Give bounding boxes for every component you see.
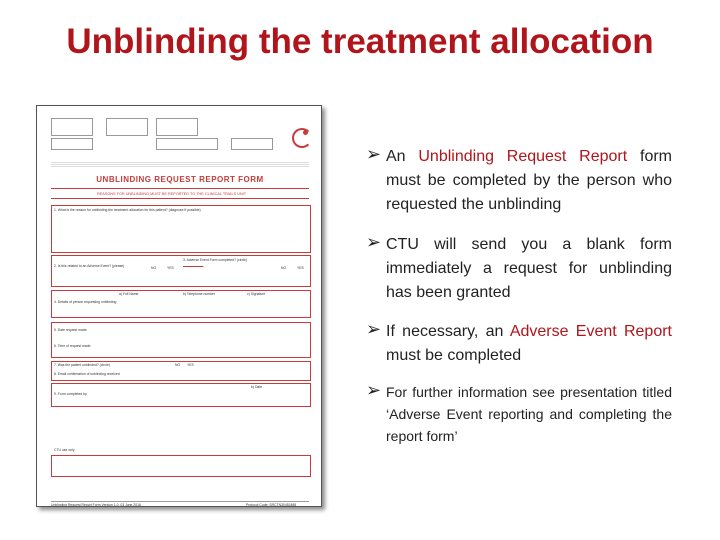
form-header-box [106,118,148,136]
form-date-label: b) Date [251,385,263,389]
form-header-box [51,138,93,150]
form-yes-label: YES [187,363,194,367]
form-q3-note: ▬▬▬▬▬▬ [183,264,204,268]
form-intro-text [51,162,309,168]
trial-logo-icon [292,128,312,148]
form-footer-right: Protocol Code: SRCTN30452488 [246,503,297,507]
form-footer-left: Unblinding Request Report Form Version 1.0, 03 June 2016 [51,503,141,507]
form-section-5 [51,322,311,358]
form-thumbnail [36,105,322,507]
bullet-text: CTU will send you a blank form immediately a request for unblinding has been granted [386,236,672,301]
form-yes-label: YES [167,266,174,270]
form-full-name-label: a) Full Name [119,292,139,296]
form-subheading: REASONS FOR UNBLINDING MUST BE REPORTED TO THE CLINICAL TRIALS UNIT [97,192,247,196]
form-section-1 [51,205,311,253]
form-q8-label: 8. Email confirmation of unblinding received [54,372,120,376]
form-telephone-label: b) Telephone number [183,292,215,296]
form-divider [51,188,309,189]
form-signature-label: c) Signature [247,292,266,296]
bullet-text: An Unblinding Request Report form must be completed by the person who requested the unblinding [386,148,672,213]
bullet-text: If necessary, an Adverse Event Report must be completed [386,323,672,364]
form-q9-label: 9. Form completed by [54,392,87,396]
form-q1-label: 1. What is the reason for unblinding the treatment allocation for this patient? (diagnose if possible) [54,208,201,212]
form-q4-label: 4. Details of person requesting unblinding [54,300,117,304]
form-ctu-section [51,455,311,477]
form-header-box [231,138,273,150]
form-q3-label: 3. Adverse Event Form completed? (circle) [183,258,248,262]
form-section-4 [51,290,311,318]
trial-logo-dot-icon [303,130,308,135]
arrow-bullet-icon: ➢ [366,232,382,252]
slide-title: Unblinding the treatment allocation [66,22,654,61]
form-ctu-label: CTU use only [54,448,75,452]
form-q2-label: 2. Is this related to an Adverse Event? (please) [54,264,125,268]
bullet-text: For further information see presentation titled ‘Adverse Event reporting and completing the report form’ [386,384,672,444]
form-q5-label: 5. Date request made [54,328,87,332]
arrow-bullet-icon: ➢ [366,380,382,400]
form-no-label: NO [151,266,157,270]
form-q7-label: 7. Was the patient unblinded? (circle) [54,363,110,367]
form-header-box [51,118,93,136]
form-heading: UNBLINDING REQUEST REPORT FORM [96,175,264,184]
form-header-box [156,138,218,150]
form-yes-label: YES [297,266,304,270]
form-section-9 [51,383,311,407]
form-q6-label: 6. Time of request made [54,344,91,348]
form-divider [51,198,309,199]
form-no-label: NO [175,363,181,367]
form-header-box [156,118,198,136]
form-footer-divider [51,501,309,502]
arrow-bullet-icon: ➢ [366,144,382,164]
form-section-2 [51,255,311,287]
arrow-bullet-icon: ➢ [366,319,382,339]
form-no-label: NO [281,266,287,270]
